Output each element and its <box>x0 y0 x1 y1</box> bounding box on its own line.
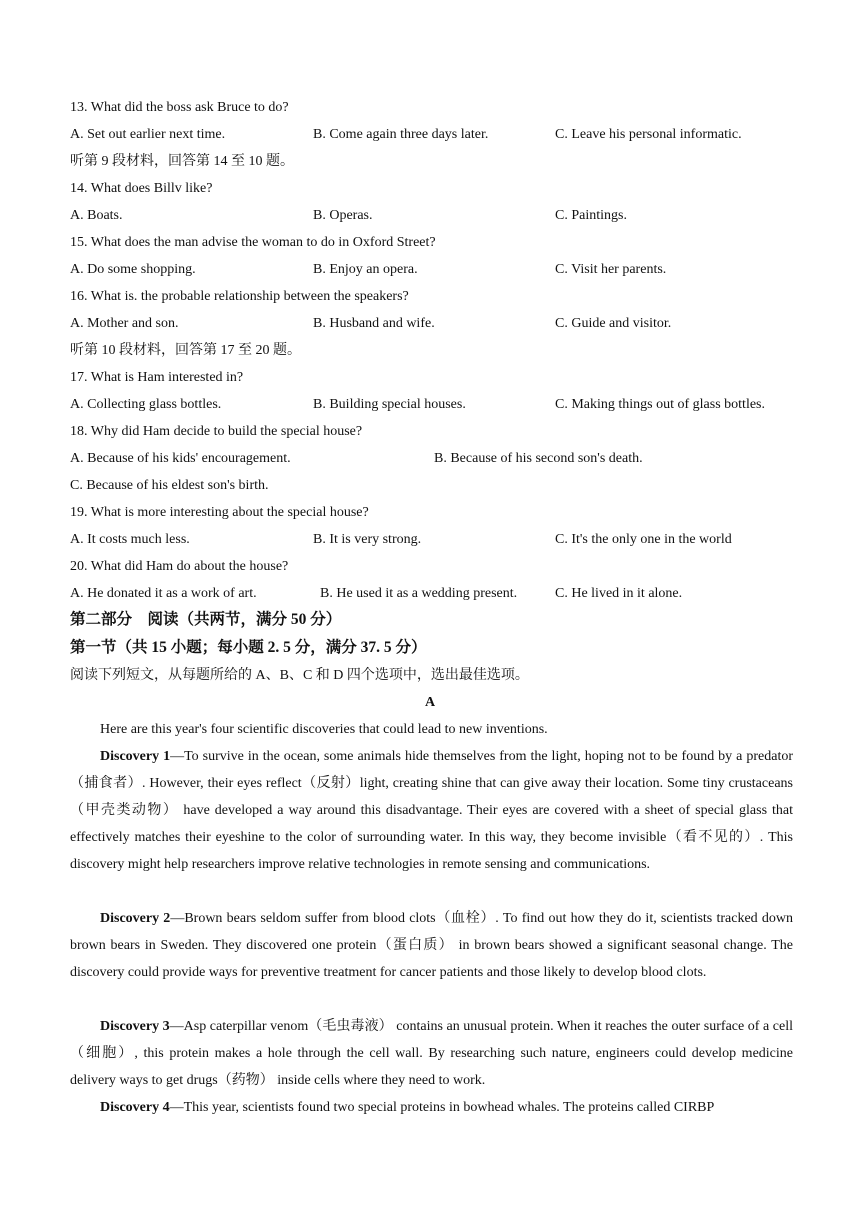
discovery-2-text: —Brown bears seldom suffer from blood clots（血栓）. To find out how they do it, scientists tracked down brown bears in Sweden. They discovered one protein（蛋白质） in brown bears showed a significant seasonal change. The discovery could provide ways for preventive treatment for cancer patients and those likely to develop blood clots. <box>70 911 793 980</box>
section-one-title: 第一节（共 15 小题；每小题 2. 5 分，满分 37. 5 分） <box>70 639 427 656</box>
q18-option-a: A. Because of his kids' encouragement. <box>70 451 291 466</box>
q14-option-c: C. Paintings. <box>555 208 627 223</box>
instruction-section-9: 听第 9 段材料，回答第 14 至 10 题。 <box>70 154 294 169</box>
part-two-title: 第二部分 阅读（共两节，满分 50 分） <box>70 611 342 628</box>
passage-intro <box>70 716 793 743</box>
q14-option-b: B. Operas. <box>313 208 373 223</box>
question-19: 19. What is more interesting about the special house? <box>70 505 369 520</box>
q19-option-b: B. It is very strong. <box>313 532 422 547</box>
q14-option-a: A. Boats. <box>70 208 123 223</box>
q17-option-c: C. Making things out of glass bottles. <box>555 397 765 412</box>
q16-option-b: B. Husband and wife. <box>313 316 435 331</box>
q17-option-b: B. Building special houses. <box>313 397 466 412</box>
discovery-1-text: —To survive in the ocean, some animals hide themselves from the light, hoping not to be found by a predator（捕食者）. However, their eyes reflect（反射）light, creating shine that can give away their location. Some tiny crustaceans（甲壳类动物） have developed a way around this disadvantage. Their eyes are covered with a sheet of special glass that effectively matches their eyeshine to the color of surrounding water. In this way, they become invisible（看不见的）. This discovery might help researchers improve relative technologies in remote sensing and communications. <box>70 749 793 872</box>
q18-option-b: B. Because of his second son's death. <box>434 451 643 466</box>
passage-label: A <box>424 695 436 710</box>
q16-option-a: A. Mother and son. <box>70 316 179 331</box>
q19-option-c: C. It's the only one in the world <box>555 532 732 547</box>
discovery-3-label: Discovery 3 <box>100 1019 170 1034</box>
discovery-1-paragraph <box>70 743 793 878</box>
reading-instruction: 阅读下列短文，从每题所给的 A、B、C 和 D 四个选项中，选出最佳选项。 <box>70 668 529 683</box>
discovery-3-paragraph <box>70 1013 793 1094</box>
discovery-2-label: Discovery 2 <box>100 911 171 926</box>
discovery-3-text: —Asp caterpillar venom（毛虫毒液） contains an unusual protein. When it reaches the outer surface of a cell（细胞）, this protein makes a hole through the cell wall. By researching such nature, engineers could develop medicine delivery ways to get drugs（药物） inside cells where they need to work. <box>70 1019 794 1088</box>
q15-option-a: A. Do some shopping. <box>70 262 196 277</box>
discovery-2-paragraph <box>70 905 793 986</box>
q20-option-c: C. He lived in it alone. <box>555 586 683 601</box>
discovery-4-text: —This year, scientists found two special proteins in bowhead whales. The proteins called CIRBP <box>169 1100 715 1115</box>
question-13: 13. What did the boss ask Bruce to do? <box>70 100 289 115</box>
q17-option-a: A. Collecting glass bottles. <box>70 397 222 412</box>
q16-option-c: C. Guide and visitor. <box>555 316 672 331</box>
q13-option-c: C. Leave his personal informatic. <box>555 127 742 142</box>
q19-option-a: A. It costs much less. <box>70 532 190 547</box>
question-15: 15. What does the man advise the woman to do in Oxford Street? <box>70 235 436 250</box>
question-16: 16. What is. the probable relationship between the speakers? <box>70 289 409 304</box>
intro-text: Here are this year's four scientific discoveries that could lead to new inventions. <box>100 722 548 737</box>
q18-option-c: C. Because of his eldest son's birth. <box>70 478 269 493</box>
q20-option-b: B. He used it as a wedding present. <box>320 586 518 601</box>
instruction-section-10: 听第 10 段材料，回答第 17 至 20 题。 <box>70 343 301 358</box>
q13-option-b: B. Come again three days later. <box>313 127 489 142</box>
discovery-4-label: Discovery 4 <box>100 1100 170 1115</box>
question-18: 18. Why did Ham decide to build the special house? <box>70 424 363 439</box>
q15-option-c: C. Visit her parents. <box>555 262 667 277</box>
q15-option-b: B. Enjoy an opera. <box>313 262 418 277</box>
question-14: 14. What does Billv like? <box>70 181 213 196</box>
question-20: 20. What did Ham do about the house? <box>70 559 289 574</box>
discovery-1-label: Discovery 1 <box>100 749 171 764</box>
discovery-4-paragraph <box>70 1094 793 1121</box>
q20-option-a: A. He donated it as a work of art. <box>70 586 257 601</box>
question-17: 17. What is Ham interested in? <box>70 370 244 385</box>
q13-option-a: A. Set out earlier next time. <box>70 127 226 142</box>
